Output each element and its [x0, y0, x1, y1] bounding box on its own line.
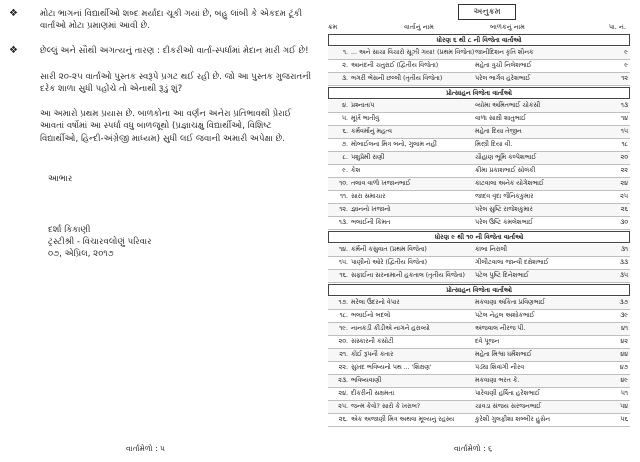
toc-page: ૧૪ — [621, 115, 628, 122]
toc-row — [328, 297, 630, 310]
toc-author: દવે પૂજન — [475, 338, 500, 345]
toc-page: ૯ — [624, 62, 628, 69]
toc-page: ૪૯ — [620, 377, 628, 384]
thanks-text: આભાર — [48, 174, 73, 184]
toc-page: ૩૦ — [620, 219, 628, 226]
toc-number: ૧૮. — [339, 312, 348, 319]
toc-header — [328, 22, 630, 33]
toc-page: ૨૫ — [620, 193, 628, 200]
signatory-name: દર્શા કિકાણી — [48, 225, 91, 235]
right-page — [322, 0, 640, 462]
toc-page: ૯ — [624, 49, 628, 56]
toc-story-title: ભલાઈની કિંમત — [351, 219, 391, 226]
toc-row — [328, 113, 630, 126]
toc-title: અનુક્રમ — [458, 4, 516, 20]
bullet-icon: ❖ — [9, 45, 18, 56]
toc-number: ૯. — [342, 167, 348, 174]
toc-author: પારેવાણી હર્ષિતા હરેશભાઈ — [475, 390, 540, 397]
toc-number: ૧૭. — [338, 299, 348, 306]
toc-row — [328, 126, 630, 139]
toc-page: ૪૭ — [619, 364, 628, 371]
toc-row — [328, 60, 630, 73]
toc-page: ૪૪ — [620, 351, 628, 358]
toc-number: ૧૧. — [339, 193, 348, 200]
toc-number: ૨૬. — [338, 416, 348, 423]
toc-story-title: કેશ — [351, 167, 361, 174]
toc-number: ૬. — [342, 128, 348, 135]
toc-number: ૧૫. — [338, 259, 348, 266]
toc-story-title: નાનકડી કીડીએ નાગને હરાવ્યો — [351, 325, 430, 332]
paragraph-book: સારી ૨૦-૨૫ વાર્તાઓ પુસ્તક સ્વરૂપે પ્રગટ થઈ રહી છે. જો આ પુસ્તક ગુજરાતની દરેક શાળા સુધી પહોંચે તો એનાથી રૂડું શું? — [40, 72, 312, 95]
toc-page: ૨૨ — [620, 167, 628, 174]
paragraph-first-attempt: આ અમારો પ્રથમ પ્રયાસ છે. બાળકોના આ વર્ણન અનેરા પ્રતિભાવથી પ્રેરાઈ આવતાં વર્ષોમાં આ સ્પર્ધા વધુ બાળજૂથો (પ્રજ્ઞાચક્ષુ વિદ્યાર્થીઓ, વિશિષ્ટ વિદ્યાર્થીઓ, હિન્દી-અંગ્રેજી માધ્યમ) સુધી લઈ જવાની અમારી અપેક્ષા છે. — [40, 109, 292, 144]
toc-page: ૫૬ — [620, 416, 628, 423]
toc-number: ૮. — [342, 154, 348, 161]
toc-page: ૨૦ — [620, 154, 628, 161]
toc-number: ૨૩. — [338, 377, 348, 384]
toc-page: ૩૩ — [619, 259, 628, 266]
toc-number: ૧૦. — [339, 180, 348, 187]
toc-row — [328, 178, 630, 191]
toc-story-title: મરેલા ઉંદરનો વેપાર — [351, 299, 400, 306]
toc-number: ૭. — [341, 141, 348, 148]
toc-story-title: સફાઈના સરનામાની હકતાલ (તૃતીય વિજેતા) — [351, 272, 465, 279]
toc-author: ક્રીમા પ્રકાશભાઈ સોલંકી — [475, 167, 536, 174]
bullet-icon: ❖ — [9, 8, 18, 19]
toc-number: ૨૫. — [338, 403, 348, 410]
toc-row — [328, 336, 630, 349]
toc-number: ૫. — [341, 115, 348, 122]
toc-author: મહેતા ત્રુચી નિલેશભાઈ — [475, 62, 532, 69]
toc-number: ૨૪. — [338, 390, 348, 397]
toc-story-title: ભવિષ્યવાણી — [351, 377, 382, 384]
toc-row — [328, 139, 630, 152]
toc-author: વ્યોમા અમિતભાઈ ચોકસી — [475, 102, 541, 109]
toc-author: મહેતા દિયા તેજીન — [475, 128, 522, 135]
toc-story-title: સારા સમાચાર — [351, 193, 386, 200]
toc-story-title: મૂર્ખ ભાતીવું — [351, 115, 380, 122]
toc-author: જાદવ વૃંદા જૈનિકકુમાર — [475, 193, 534, 200]
toc-story-title: ભલાઈનો બદલો — [351, 312, 391, 319]
toc-row — [328, 401, 630, 414]
toc-author: પંડ્યા શિવાંગી નીરવ — [475, 364, 525, 371]
toc-author: કુરેશી ગુલફીશા શબ્બીર હુસેન — [475, 416, 550, 423]
paragraph-conclusion: છેલ્લું અને સૌથી અગત્યનું તારણ : દીકરીઓ વાર્તા-સ્પર્ધામાં મેદાન મારી ગઈ છે! — [40, 46, 309, 56]
toc-page: ૨૬ — [620, 206, 628, 213]
toc-row — [328, 362, 630, 375]
toc-author: મકવાણા અંકિતા પ્રવિણભાઈ — [475, 299, 545, 306]
toc-page: ૧૨ — [621, 75, 628, 82]
toc-author: મકવાણા ભરત કે. — [475, 377, 520, 384]
toc-story-title: જન્મ કેવો? સારો કે ખરાબ? — [351, 403, 421, 410]
toc-story-title: સંસ્કારની કસોટી — [351, 338, 394, 345]
toc-number: ૧૨. — [339, 206, 348, 213]
toc-story-title: જ્ઞાનનો ખજાનો — [351, 206, 391, 213]
toc-number: ૨૦. — [338, 338, 348, 345]
toc-author: કાબા નિરાલી — [475, 246, 508, 253]
toc-author: ચૌહાણ ભૂમિ કલ્પેશભાઈ — [475, 154, 537, 161]
toc-page: ૧૩ — [620, 102, 628, 109]
toc-author: પરેલ ભાર્ગવ હરેશભાઈ — [475, 75, 531, 82]
toc-page: ૫૪ — [619, 403, 628, 410]
toc-author: અંજવાલ નીરજ પી. — [475, 325, 526, 332]
toc-story-title: તલાવ વાળો ખજાનભાઈ — [351, 180, 411, 187]
toc-author: મહેતા મિશ્વા ધર્મેશભાઈ — [475, 351, 532, 358]
toc-row — [328, 388, 630, 401]
col-page-header: પા. નં. — [608, 23, 626, 31]
toc-author: પરેલ સુષ્ટિ રાજેશકુમાર — [475, 206, 533, 213]
toc-row — [328, 349, 630, 362]
toc-row — [328, 414, 630, 427]
toc-number: ૨૧. — [339, 351, 348, 358]
toc-row — [328, 244, 630, 257]
toc-page: ૩૭ — [619, 299, 628, 306]
col-author-header: બાળકનું નામ — [490, 23, 525, 31]
signatory-org: ટ્રસ્ટીશ્રી - વિચારવલોણું પરિવાર — [48, 237, 152, 247]
page-folio-left: વાર્તામેળો : ૫ — [126, 444, 166, 453]
toc-page: ૫૧ — [620, 390, 628, 397]
toc-page: ૪૧ — [621, 325, 628, 332]
paragraph-word-limit: મોટા ભાગનાં વિદ્યાર્થીઓ શબ્દ મર્યાદા ચૂકી ગયાં છે, બહુ લાંબી કે એકદમ ટૂંકી વાર્તાઓ મોટા પ્રમાણમાં આવી છે. — [40, 9, 303, 32]
toc-number: ૧૪. — [339, 246, 348, 253]
toc-author: જાનીદિશન કૃતિ શૌનક — [475, 49, 534, 56]
toc-author: વાળા સાક્ષી શાતુભાઈ — [475, 115, 526, 122]
toc-page: ૧૫ — [620, 128, 628, 135]
toc-section-heading: પ્રોત્સાહન વિજેતા વાર્તાઓ — [328, 284, 630, 296]
toc-page: ૩૯ — [620, 312, 628, 319]
toc-row — [328, 217, 630, 230]
toc-author: ચાવડા સંજય સરજનભાઈ — [475, 403, 542, 410]
toc-row — [328, 310, 630, 323]
toc-row — [328, 47, 630, 60]
toc-number: ૪. — [342, 102, 348, 109]
toc-number: ૩. — [341, 75, 348, 82]
toc-page: ૩૧ — [620, 246, 628, 253]
toc-row — [328, 152, 630, 165]
toc-story-title: મોબાઈલના મિત્ર બનો, ગુલામ નહીં — [351, 141, 437, 148]
col-no-header: ક્રમ — [328, 23, 338, 31]
toc-section-rows — [328, 297, 630, 427]
toc-section-rows — [328, 244, 630, 283]
toc-row — [328, 323, 630, 336]
col-title-header: વાર્તાનું નામ — [404, 23, 434, 31]
toc-story-title: દીકરીની સક્ષમતા — [351, 390, 395, 397]
toc-story-title: કર્મની કસુવાત (પ્રથમ વિજેતા) — [351, 246, 427, 253]
toc-number: ૨૨. — [338, 364, 348, 371]
toc-author: ગીલીટવાલા જાન્વી દક્ષેશભાઈ — [475, 259, 549, 266]
toc-number: ૨. — [342, 62, 348, 69]
toc-page: ૩૫ — [619, 272, 628, 279]
toc-section-rows — [328, 47, 630, 86]
toc-section-rows — [328, 100, 630, 230]
toc-row — [328, 375, 630, 388]
toc-author: પટેલ નેહલ અશોકભાઈ — [475, 312, 535, 319]
toc-section-heading: ધોરણ ૯ થી ૧૦ ની વિજેતા વાર્તાઓ — [328, 231, 630, 243]
toc-story-title: સુખદ ભવિષ્યનો પથ ... 'શિક્ષણ' — [351, 364, 432, 371]
toc-number: ૧. — [342, 49, 348, 56]
toc-story-title: એક અજાણી મિત્ર અથવા મૂલ્યનું રહસ્ય — [351, 416, 455, 423]
page-folio-right: વાર્તામેળો : ૬ — [454, 444, 493, 453]
toc-story-title: પશુપ્રેમી રાણી — [351, 154, 385, 161]
toc-author: કાટવાલા અનેક યોગેશભાઈ — [475, 180, 544, 187]
toc-row — [328, 270, 630, 283]
toc-author: મિસ્ત્રી દિયા વી. — [475, 141, 513, 148]
toc-number: ૧૬. — [339, 272, 348, 279]
toc-author: પટેલ પુષ્ટિ દિનેશભાઈ — [475, 272, 529, 279]
toc-story-title: કર્મવર્માનું મહત્વ — [351, 128, 392, 135]
toc-page: ૪૨ — [620, 338, 628, 345]
toc-row — [328, 73, 630, 86]
toc-row — [328, 204, 630, 217]
toc-table — [328, 22, 630, 427]
toc-page: ૧૮ — [621, 141, 628, 148]
toc-row — [328, 257, 630, 270]
toc-number: ૧૩. — [338, 219, 348, 226]
toc-story-title: કોઈ રૂપની કતાર — [351, 351, 394, 358]
toc-row — [328, 100, 630, 113]
toc-story-title: પ્રશ્નાતાપ — [351, 102, 375, 109]
toc-section-heading: પ્રોત્સાહન વિજેતા વાર્તાઓ — [328, 87, 630, 99]
toc-author: પરેલ ઉષ્ટિ કમલેશભાઈ — [475, 219, 534, 226]
signature-date: ૦૭, એપ્રિલ, ૨૦૧૭ — [48, 249, 114, 259]
toc-section-heading: ધોરણ ૬ થી ૮ ની વિજેતા વાર્તાઓ — [328, 34, 630, 46]
toc-number: ૧૯. — [339, 325, 348, 332]
toc-row — [328, 165, 630, 178]
toc-story-title: આનંદની ચતુરાઈ (દ્વિતીય વિજેતા) — [351, 62, 439, 69]
toc-row — [328, 191, 630, 204]
toc-story-title: ભગરી ભેંસની છલ્લી (તૃતીય વિજેતા) — [351, 75, 443, 82]
toc-story-title: પાણીનો ઓરે (દ્વિતીય વિજેતા) — [351, 259, 428, 266]
toc-story-title: ... અને સાચા વિચારો સૂઝી ગયા! (પ્રથમ વિજેતા) — [351, 49, 475, 56]
toc-page: ૨૪ — [620, 180, 628, 187]
